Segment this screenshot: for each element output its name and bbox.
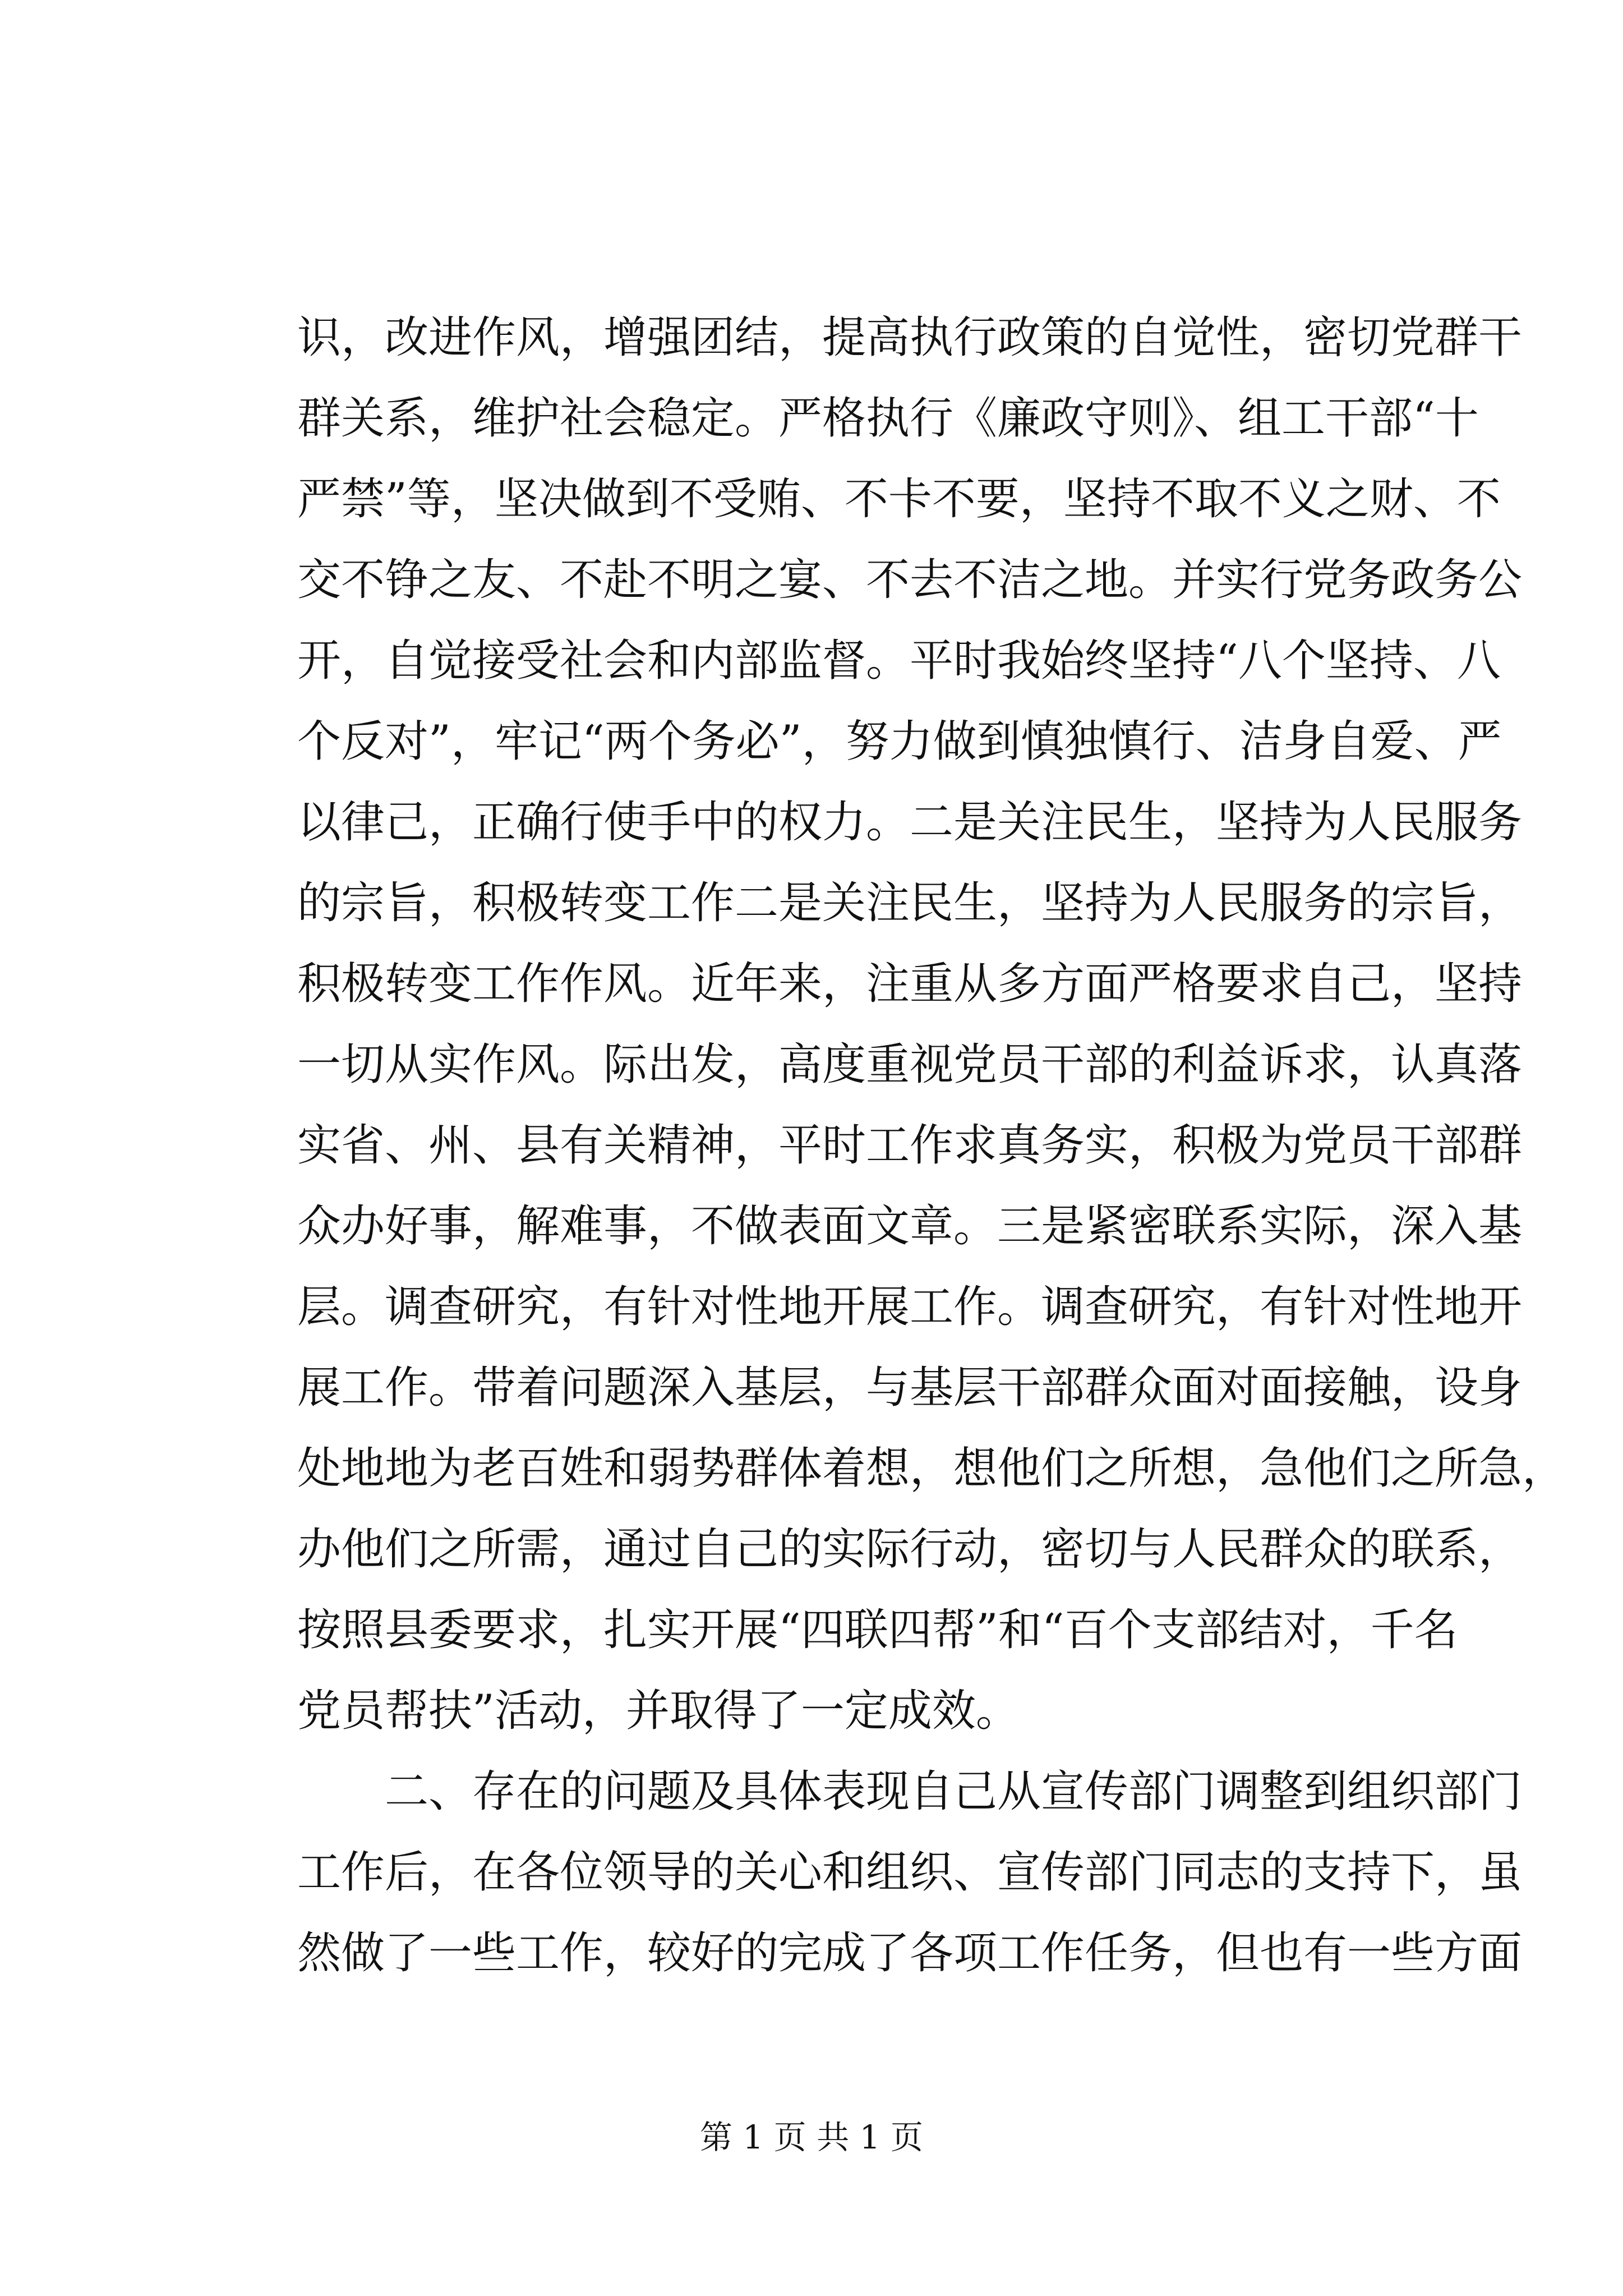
text-line: 严禁”等，坚决做到不受贿、不卡不要，坚持不取不义之财、不	[297, 474, 1501, 524]
text-line: 个反对”，牢记“两个务必”，努力做到慎独慎行、洁身自爱、严	[297, 716, 1502, 767]
text-line: 然做了一些工作，较好的完成了各项工作任务，但也有一些方面	[297, 1928, 1523, 1978]
text-line: 工作后，在各位领导的关心和组织、宣传部门同志的支持下，虽	[297, 1847, 1523, 1898]
text-line: 开，自觉接受社会和内部监督。平时我始终坚持“八个坚持、八	[297, 636, 1501, 686]
text-line: 党员帮扶”活动，并取得了一定成效。	[297, 1686, 1020, 1736]
page-footer: 第 1 页 共 1 页	[700, 2118, 923, 2156]
text-line: 积极转变工作作风。近年来，注重从多方面严格要求自己，坚持	[297, 959, 1523, 1009]
text-line: 以律己，正确行使手中的权力。二是关注民生，坚持为人民服务	[297, 797, 1523, 848]
text-line: 群关系，维护社会稳定。严格执行《廉政守则》、组工干部“十	[297, 393, 1479, 444]
text-line: 实省、州、县有关精神，平时工作求真务实，积极为党员干部群	[297, 1120, 1523, 1171]
text-line: 众办好事，解难事，不做表面文章。三是紧密联系实际，深入基	[297, 1201, 1523, 1251]
text-line: 办他们之所需，通过自己的实际行动，密切与人民群众的联系，	[297, 1524, 1523, 1575]
text-line: 展工作。带着问题深入基层，与基层干部群众面对面接触，设身	[297, 1363, 1523, 1413]
text-line: 处地地为老百姓和弱势群体着想，想他们之所想，急他们之所急，	[297, 1443, 1566, 1494]
text-line: 交不铮之友、不赴不明之宴、不去不洁之地。并实行党务政务公	[297, 555, 1523, 605]
text-line: 按照县委要求，扎实开展“四联四帮”和“百个支部结对，千名	[297, 1605, 1458, 1655]
text-line: 一切从实作风。际出发，高度重视党员干部的利益诉求，认真落	[297, 1039, 1523, 1090]
body-text	[297, 297, 1566, 1994]
text-line: 层。调查研究，有针对性地开展工作。调查研究，有针对性地开	[297, 1282, 1523, 1332]
text-line: 二、存在的问题及具体表现自己从宣传部门调整到组织部门	[297, 1766, 1523, 1817]
text-line: 的宗旨，积极转变工作二是关注民生，坚持为人民服务的宗旨，	[297, 878, 1523, 928]
text-line: 识，改进作风，增强团结，提高执行政策的自觉性，密切党群干	[297, 312, 1523, 363]
